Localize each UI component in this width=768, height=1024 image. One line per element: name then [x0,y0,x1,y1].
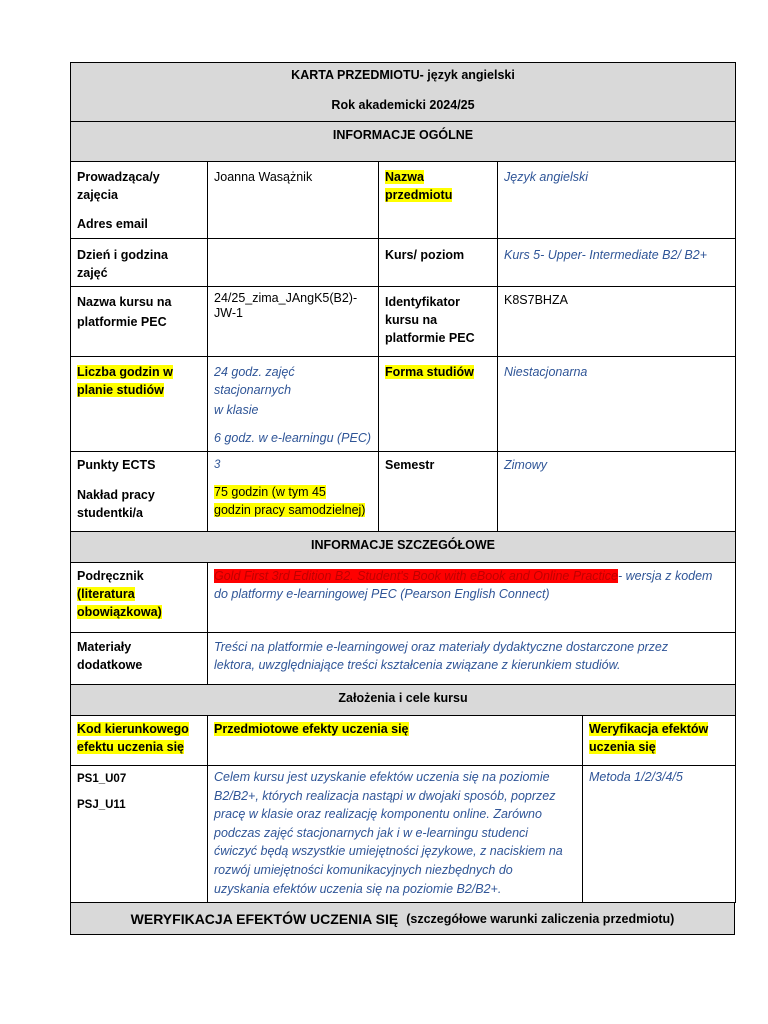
subject-label-cell [379,162,498,239]
ects-label-cell [71,452,208,532]
textbook-version: - wersja z kodem [618,569,713,583]
semester-label: Semestr [379,452,498,532]
materials-value-cell [208,633,736,685]
goals-heading: Założenia i cele kursu [71,685,736,716]
pec-name-value: 24/25_zima_JAngK5(B2)- [214,291,358,305]
outcome-line: ćwiczyć będą wszystkie umiejętności językowe, z naciskiem na [214,844,563,859]
verification-method: Metoda 1/2/3/4/5 [583,766,736,903]
goals-header-row [71,716,736,766]
hours-value: 24 godz. zajęć stacjonarnych [214,365,295,397]
hours-value-2: w klasie [214,403,259,417]
ects-row [71,452,736,532]
day-row [71,239,736,287]
course-level-label: Kurs/ poziom [379,239,498,287]
textbook-label: Podręcznik [77,569,144,583]
pec-name-label-2: platformie PEC [77,315,167,329]
outcome-line: rozwój umiejętności komunikacyjnych niezbędnych do [214,862,513,877]
workload-value: 75 godzin (w tym 45 [214,485,326,499]
lecturer-label-2: zajęcia [77,188,119,202]
code-column-header-2: efektu uczenia się [77,740,184,754]
textbook-title-highlighted: Gold First 3rd Edition B2. Student's Book with eBook and Online Practice [214,569,618,583]
course-card [70,62,735,903]
hours-value-cell [208,357,379,452]
lecturer-row [71,162,736,239]
pec-id-label-2: kursu na [385,313,438,327]
outcome-line: B2/B2+, których realizacja nastąpi w dwojaki sposób, poprzez [214,788,556,803]
textbook-value-cell [208,563,736,633]
pec-id-label: Identyfikator [385,295,461,309]
academic-year: Rok akademicki 2024/25 [331,98,475,112]
workload-label: Nakład pracy [77,488,155,502]
course-level-value: Kurs 5- Upper- Intermediate B2/ B2+ [498,239,736,287]
pec-id-value: K8S7BHZA [498,287,736,357]
outcomes-column-header-text: Przedmiotowe efekty uczenia się [214,722,409,736]
code-column-header-1: Kod kierunkowego [77,722,189,736]
outcome-line: pracę w klasie oraz realizację komponentu online. Zarówno [214,807,542,822]
textbook-row [71,563,736,633]
textbook-label-3: obowiązkowa) [77,605,162,619]
materials-value-2: lektora, uwzględniające treści kształcenia związane z kierunkiem studiów. [214,658,621,672]
outcomes-column-header [208,716,583,766]
outcome-line: Celem kursu jest uzyskanie efektów uczenia się na poziomie [214,770,550,784]
materials-label-2: dodatkowe [77,658,143,672]
textbook-platform: do platformy e-learningowej PEC (Pearson English Connect) [214,587,550,601]
subject-value: Język angielski [498,162,736,239]
verification-subtitle: (szczegółowe warunki zaliczenia przedmiotu) [406,911,675,926]
day-label: Dzień i godzina zajęć [71,239,208,287]
outcomes-row [71,766,736,903]
ects-value: 3 [214,459,221,471]
hours-row [71,357,736,452]
subject-label: Nazwa [385,170,424,184]
lecturer-label-cell [71,162,208,239]
verification-section-header [70,902,735,935]
details-heading-row [71,532,736,563]
email-label: Adres email [77,217,148,231]
goals-heading-row [71,685,736,716]
pec-id-label-cell [379,287,498,357]
hours-value-3: 6 godz. w e-learningu (PEC) [214,431,372,445]
ects-value-cell [208,452,379,532]
form-label: Forma studiów [385,365,474,379]
course-card-table [70,62,736,903]
textbook-label-2: (literatura [77,587,135,601]
textbook-label-cell [71,563,208,633]
workload-value-2: godzin pracy samodzielnej) [214,503,366,517]
outcome-line: uzyskania efektów uczenia się na poziomie B2/B2+. [214,881,502,896]
day-value [208,239,379,287]
outcomes-description [208,766,583,903]
workload-label-2: studentki/a [77,506,143,520]
details-heading: INFORMACJE SZCZEGÓŁOWE [71,532,736,563]
semester-value: Zimowy [498,452,736,532]
pec-name-label: Nazwa kursu na [77,295,172,309]
verification-column-header-2: uczenia się [589,740,656,754]
ects-label: Punkty ECTS [77,458,156,472]
code-column-header [71,716,208,766]
outcome-code: PS1_U07 [77,773,127,785]
general-heading-row [71,122,736,162]
pec-name-label-cell [71,287,208,357]
general-heading: INFORMACJE OGÓLNE [71,122,736,162]
codes-cell [71,766,208,903]
materials-row [71,633,736,685]
verification-column-header-1: Weryfikacja efektów [589,722,709,736]
subject-label-2: przedmiotu [385,188,453,202]
form-label-cell [379,357,498,452]
title-row [71,63,736,122]
lecturer-value: Joanna Wasążnik [208,162,379,239]
hours-label-cell [71,357,208,452]
title-cell [71,63,736,122]
pec-name-value-cell [208,287,379,357]
materials-label: Materiały [77,640,132,654]
outcome-code-2: PSJ_U11 [77,799,126,811]
pec-id-label-3: platformie PEC [385,331,475,345]
page-title: KARTA PRZEDMIOTU- język angielski [291,68,515,82]
pec-row [71,287,736,357]
pec-name-value-2: JW-1 [214,306,243,320]
materials-label-cell [71,633,208,685]
form-value: Niestacjonarna [498,357,736,452]
outcome-line: podczas zajęć stacjonarnych jak i w e-learningu studenci [214,825,529,840]
verification-column-header [583,716,736,766]
verification-title: WERYFIKACJA EFEKTÓW UCZENIA SIĘ [130,910,399,927]
hours-label-2: planie studiów [77,383,164,397]
materials-value: Treści na platformie e-learningowej oraz materiały dydaktyczne dostarczone przez [214,640,669,654]
lecturer-label: Prowadząca/y [77,170,160,184]
hours-label: Liczba godzin w [77,365,173,379]
